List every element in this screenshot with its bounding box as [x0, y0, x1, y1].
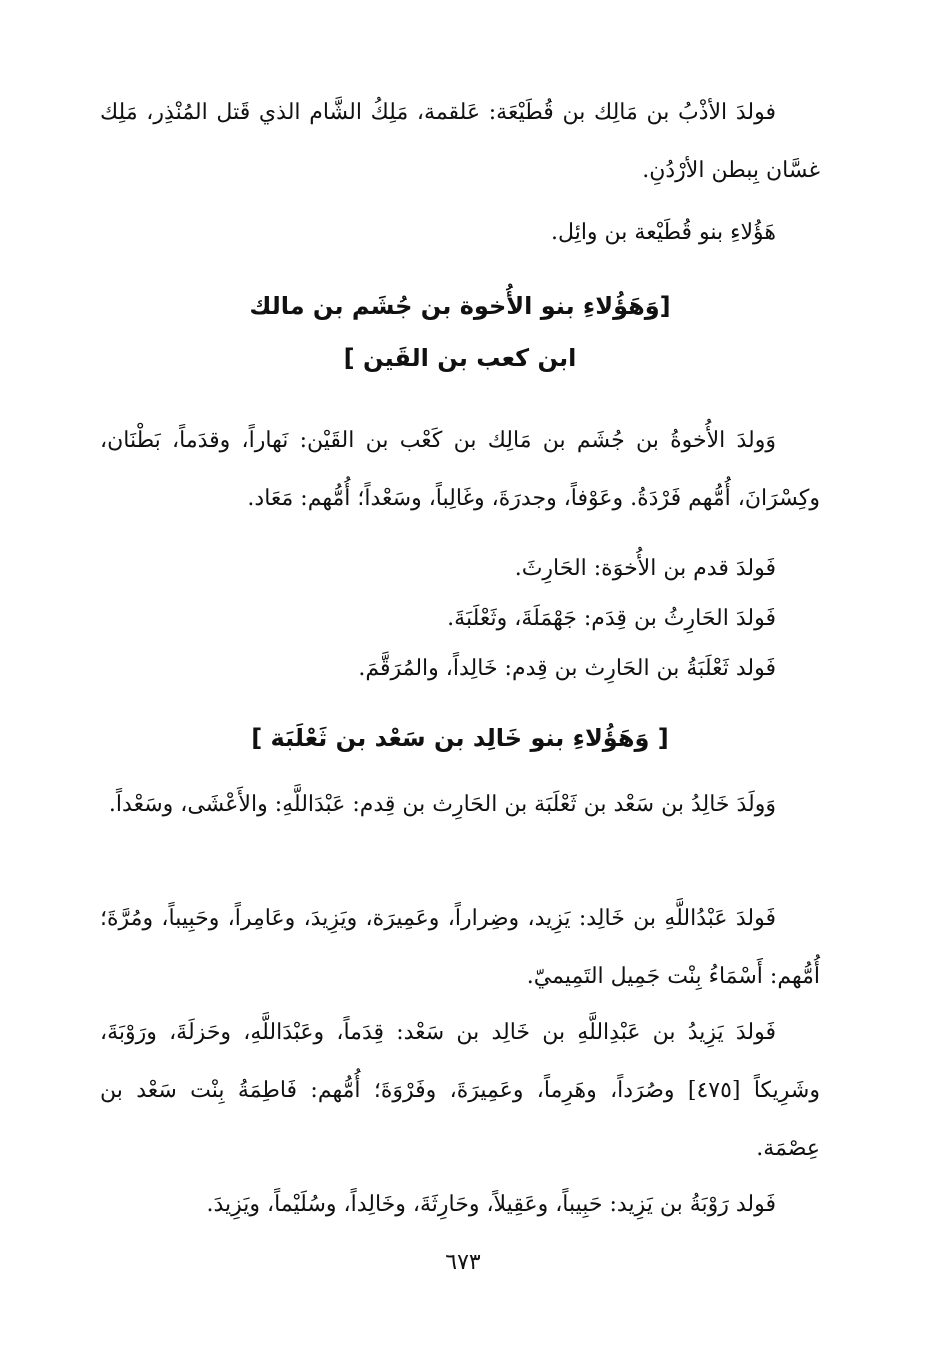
- paragraph-4: فَولدَ قدم بن الأُخوَة: الحَارِثَ.: [514, 556, 776, 581]
- paragraph-5: فَولدَ الحَارِثُ بن قِدَم: جَهْمَلَةَ، وثَعْلَبَةَ.: [447, 606, 776, 631]
- paragraph-2: هَؤُلاءِ بنو قُطَيْعة بن وائِل.: [551, 220, 776, 245]
- section-heading-line-1: [وَهَؤُلاءِ بنو الأُخوة بن جُشَم بن مالك: [249, 292, 671, 320]
- paragraph-7: وَولَدَ خَالِدُ بن سَعْد بن ثَعْلَبَة بن الحَارِث بن قِدم: عَبْدَاللَّهِ: والأَعْشَى، وسَعْداً.: [108, 792, 776, 817]
- paragraph-10: فَولد رَوْبَةُ بن يَزِيد: حَبِيباً، وعَقِيلاً، وحَارِثَةَ، وخَالِداً، وسُلَيْماً، ويَزِيدَ.: [206, 1192, 776, 1217]
- page-number: ٦٧٣: [445, 1250, 481, 1275]
- section-heading-line-2: ابن كعب بن القَين ]: [343, 344, 577, 372]
- section-heading-khalid-text: [ وَهَؤُلاءِ بنو خَالِد بن سَعْد بن ثَعْلَبَة ]: [251, 724, 669, 752]
- paragraph-8: فَولدَ عَبْدُاللَّهِ بن خَالِد: يَزِيد، وضِراراً، وعَمِيرَة، ويَزِيدَ، وعَامِراً، وحَبِيباً، ومُرَّةَ؛ أُمُّهم: أَسْمَاءُ بِنْت جَمِيل التَمِيميّ.: [100, 906, 820, 989]
- paragraph-3: وَولدَ الأُخوةُ بن جُشَم بن مَالِك بن كَعْب بن القَيْن: نَهاراً، وقدَماً، بَطْنَان، وكِسْرَانَ، أُمُّهم فَرْدَةُ. وعَوْفاً، وجدرَةَ، وغَالِباً، وسَعْداً؛ أُمُّهم: مَعَاد.: [100, 428, 820, 511]
- section-heading-akhwa: [100, 280, 820, 384]
- section-heading-khalid: [100, 712, 820, 764]
- paragraph-9: فَولدَ يَزِيدُ بن عَبْدِاللَّهِ بن خَالِد بن سَعْد: قِدَماً، وعَبْدَاللَّهِ، وحَزلَةَ، ورَوْبَةَ، وشَرِيكاً [٤٧٥] وصُرَداً، وهَرِماً، وعَمِيرَةَ، وفَرْوَةَ؛ أُمُّهم: فَاطِمَةُ بِنْت سَعْد بن عِصْمَة.: [100, 1020, 820, 1161]
- paragraph-1: فولدَ الأذْبُ بن مَالِك بن قُطَيْعَة: عَلقمة، مَلِكُ الشَّام الذي قَتل المُنْذِر، مَلِك غسَّان بِبطن الأرْدُنِ.: [100, 100, 820, 183]
- paragraph-6: فَولد ثَعْلَبَةُ بن الحَارِث بن قِدم: خَالِداً، والمُرَقَّمَ.: [358, 656, 776, 681]
